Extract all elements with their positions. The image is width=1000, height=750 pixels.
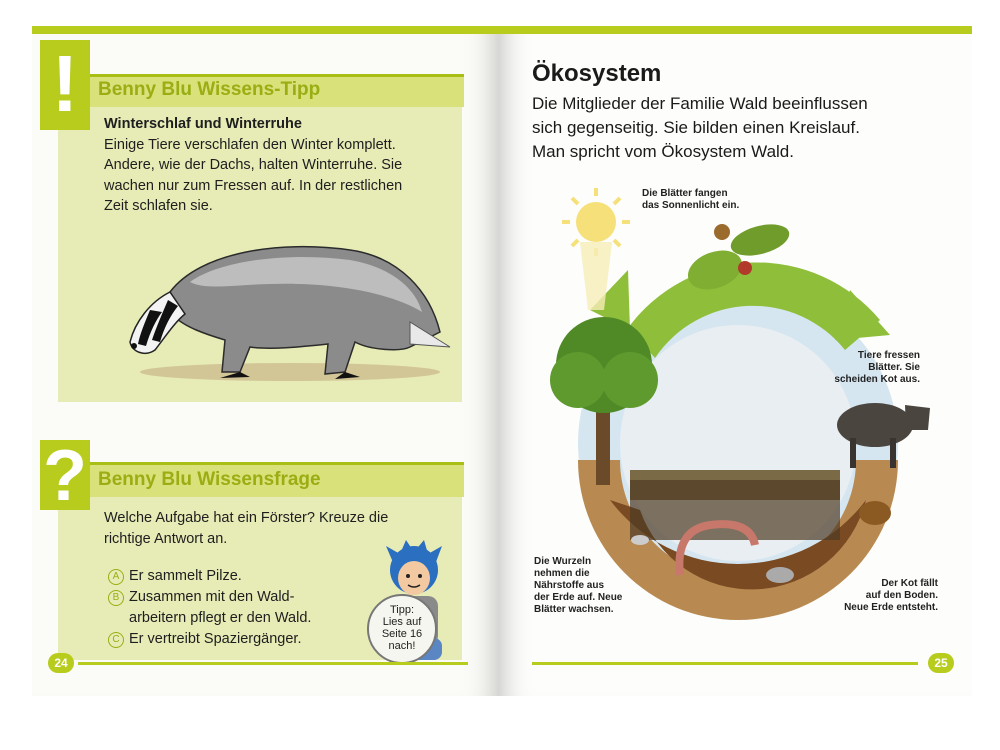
intro-line: sich gegenseitig. Sie bilden einen Kreislauf. [532, 118, 860, 137]
footer-rule-left [78, 662, 468, 665]
option-b-continued: arbeitern pflegt er den Wald. [129, 610, 312, 626]
intro-line: Die Mitglieder der Familie Wald beeinflussen [532, 94, 868, 113]
option-a[interactable] [108, 568, 242, 585]
option-a-checkbox[interactable]: A [108, 569, 124, 585]
label-line: das Sonnenlicht ein. [642, 200, 740, 211]
label-dung [820, 578, 938, 614]
tip-heading: Winterschlaf und Winterruhe [104, 116, 302, 132]
label-line: Die Blätter fangen [642, 188, 728, 199]
tip-title: Benny Blu Wissens-Tipp [98, 79, 321, 100]
option-b[interactable] [108, 589, 294, 606]
question-line: richtige Antwort an. [104, 530, 228, 547]
bubble-line: Lies auf [382, 616, 422, 628]
question-line: Welche Aufgabe hat ein Förster? Kreuze die [104, 510, 389, 526]
option-b-checkbox[interactable]: B [108, 590, 124, 606]
label-line: scheiden Kot aus. [834, 374, 920, 385]
tip-line: Andere, wie der Dachs, halten Winterruhe. Sie [104, 157, 403, 173]
bubble-line: Seite 16 [381, 628, 423, 640]
ecosystem-cycle-diagram [530, 180, 950, 620]
label-animals [810, 350, 920, 386]
label-line: der Erde auf. Neue [534, 592, 623, 603]
badger-illustration [110, 222, 455, 387]
insect-icon [631, 535, 649, 545]
option-c[interactable] [108, 631, 301, 648]
label-line: Nährstoffe aus [534, 580, 605, 591]
tip-line: wachen nur zum Fressen auf. In der restlichen [104, 177, 403, 194]
option-c-checkbox[interactable]: C [108, 632, 124, 648]
label-line: Neue Erde entsteht. [844, 602, 938, 613]
intro-text [532, 92, 952, 164]
label-line: Tiere fressen [857, 350, 920, 361]
label-line: auf den Boden. [865, 590, 938, 601]
question-mark-icon: ? [43, 436, 87, 516]
label-line: Blätter. Sie [868, 362, 920, 373]
bubble-line: Tipp: [389, 604, 415, 616]
woodlouse-icon [766, 567, 794, 583]
option-c-text: Er vertreibt Spaziergänger. [129, 631, 302, 647]
question-title: Benny Blu Wissensfrage [98, 469, 321, 490]
dung-icon [859, 501, 891, 525]
option-b-text: Zusammen mit den Wald- [129, 589, 295, 605]
label-leaves [642, 188, 739, 212]
option-a-text: Er sammelt Pilze. [129, 568, 242, 584]
tip-line: Zeit schlafen sie. [104, 198, 213, 214]
bubble-line: nach! [388, 640, 416, 652]
tip-bubble [367, 594, 437, 664]
exclamation-icon: ! [51, 39, 79, 128]
intro-line: Man spricht vom Ökosystem Wald. [532, 142, 794, 161]
tip-line: Einige Tiere verschlafen den Winter komplett. [104, 136, 396, 153]
footer-rule-right [532, 662, 918, 665]
tip-text [104, 114, 454, 217]
label-line: Blätter wachsen. [534, 604, 614, 615]
page-number-right: 25 [928, 653, 954, 673]
label-roots [534, 556, 622, 616]
label-line: Die Wurzeln [534, 556, 592, 567]
label-line: Der Kot fällt [881, 578, 938, 589]
page-title: Ökosystem [532, 60, 662, 87]
page-number-left: 24 [48, 653, 74, 673]
label-line: nehmen die [534, 568, 590, 579]
